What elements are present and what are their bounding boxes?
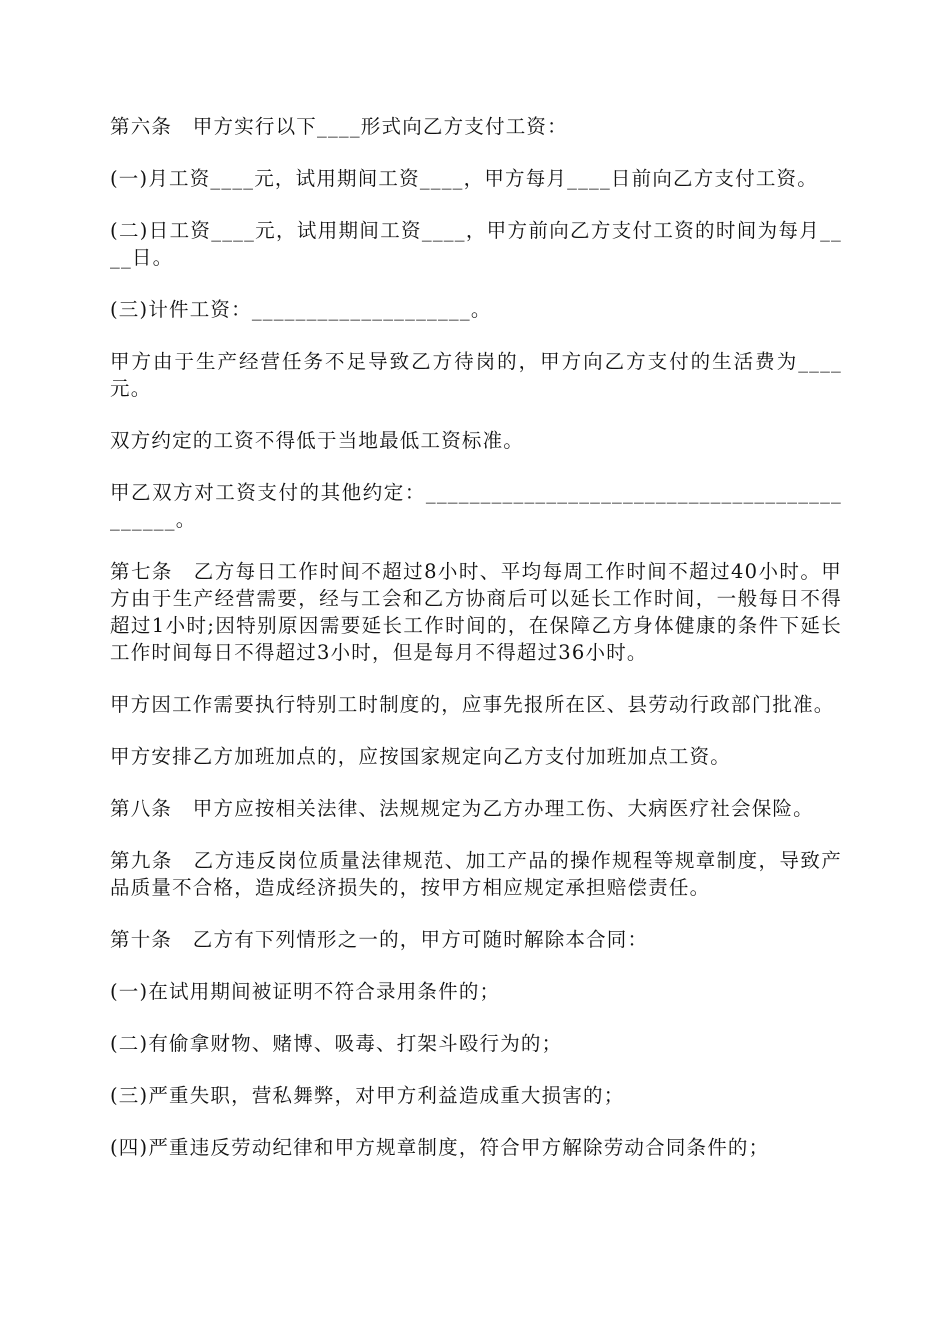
termination-item-1: (一)在试用期间被证明不符合录用条件的； bbox=[110, 980, 501, 1003]
other-wage-agreement-clause: 甲乙双方对工资支付的其他约定：____________________________________________。 bbox=[110, 481, 842, 531]
overtime-pay-clause: 甲方安排乙方加班加点的，应按国家规定向乙方支付加班加点工资。 bbox=[110, 745, 732, 768]
article-8-insurance: 第八条 甲方应按相关法律、法规规定为乙方办理工伤、大病医疗社会保险。 bbox=[110, 797, 814, 820]
termination-item-3: (三)严重失职，营私舞弊，对甲方利益造成重大损害的； bbox=[110, 1084, 625, 1107]
article-7-working-hours: 第七条 乙方每日工作时间不超过8小时、平均每周工作时间不超过40小时。甲方由于生产经营需要，经与工会和乙方协商后可以延长工作时间，一般每日不得超过1小时;因特别原因需要延长工作时间的，在保障乙方身体健康的条件下延长工作时间每日不得超过3小时，但是每月不得超过36小时。 bbox=[110, 560, 842, 664]
standby-allowance-clause: 甲方由于生产经营任务不足导致乙方待岗的，甲方向乙方支付的生活费为____元。 bbox=[110, 350, 842, 400]
termination-item-2: (二)有偷拿财物、赌博、吸毒、打架斗殴行为的； bbox=[110, 1032, 563, 1055]
piece-rate-clause: (三)计件工资：____________________。 bbox=[110, 298, 492, 321]
termination-item-4: (四)严重违反劳动纪律和甲方规章制度，符合甲方解除劳动合同条件的； bbox=[110, 1136, 770, 1159]
monthly-wage-clause: (一)月工资____元，试用期间工资____，甲方每月____日前向乙方支付工资。 bbox=[110, 167, 818, 190]
daily-wage-clause: (二)日工资____元，试用期间工资____，甲方前向乙方支付工资的时间为每月____日。 bbox=[110, 219, 842, 269]
article-10-termination-heading: 第十条 乙方有下列情形之一的，甲方可随时解除本合同： bbox=[110, 928, 649, 951]
article-9-quality-liability: 第九条 乙方违反岗位质量法律规范、加工产品的操作规程等规章制度，导致产品质量不合格，造成经济损失的，按甲方相应规定承担赔偿责任。 bbox=[110, 849, 842, 899]
minimum-wage-clause: 双方约定的工资不得低于当地最低工资标准。 bbox=[110, 429, 525, 452]
document-page bbox=[110, 113, 842, 1161]
special-hours-clause: 甲方因工作需要执行特别工时制度的，应事先报所在区、县劳动行政部门批准。 bbox=[110, 693, 835, 716]
article-6-heading: 第六条 甲方实行以下____形式向乙方支付工资： bbox=[110, 115, 568, 138]
